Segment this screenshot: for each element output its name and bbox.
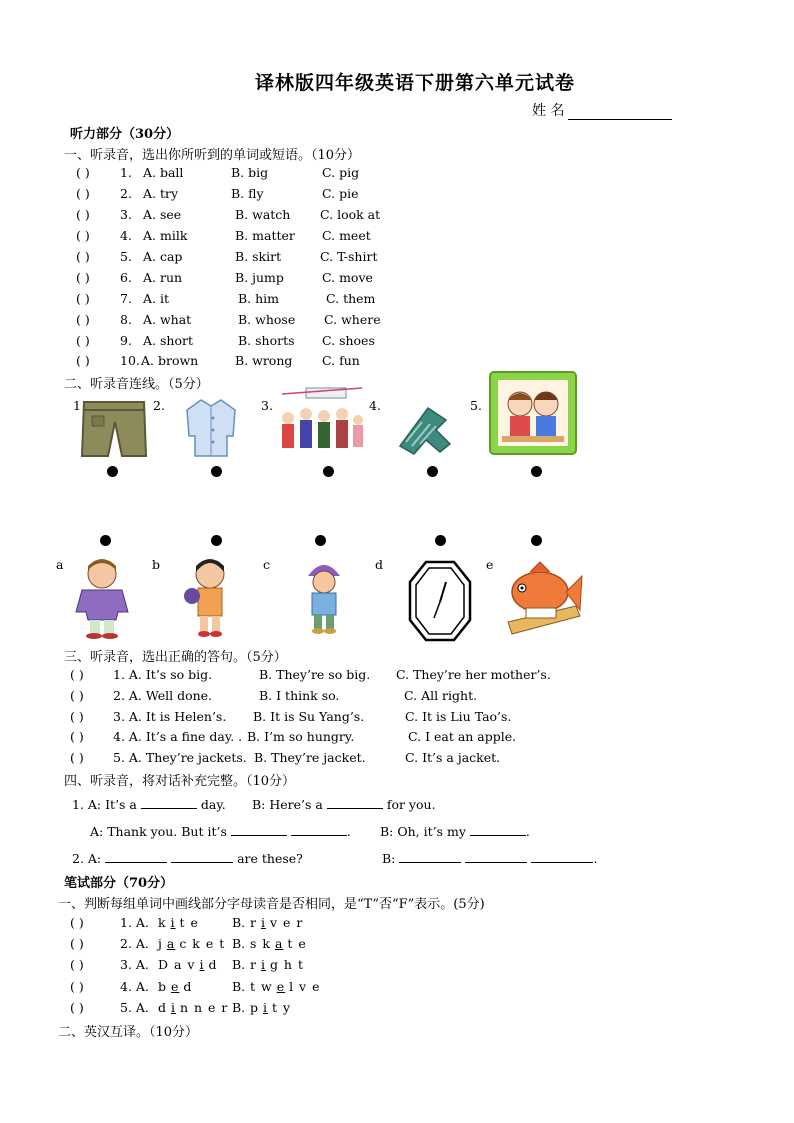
bottom-label-b: b	[152, 557, 161, 572]
underlined-letter: i	[263, 1000, 268, 1015]
option-a[interactable]: A. brown	[141, 353, 199, 368]
match-dot-top-2[interactable]	[211, 466, 222, 477]
answer-paren[interactable]: ( )	[76, 291, 90, 306]
option-b-label: B.	[232, 936, 246, 951]
option-c[interactable]: C. It is Liu Tao’s.	[405, 709, 512, 724]
choice-row-8	[76, 312, 406, 328]
answer-paren[interactable]: ( )	[70, 667, 84, 682]
option-b[interactable]: B. whose	[238, 312, 296, 327]
answer-paren[interactable]: ( )	[70, 1000, 84, 1015]
answer-paren[interactable]: ( )	[76, 312, 90, 327]
match-dot-bottom-e[interactable]	[531, 535, 542, 546]
word-a	[158, 957, 217, 972]
underlined-letter: a	[166, 936, 176, 951]
word-b	[250, 979, 320, 994]
question-number: 1.	[120, 165, 132, 180]
word-a	[158, 936, 225, 951]
dialogue-line-3b: B: .	[382, 851, 598, 866]
word-letters: t e	[179, 915, 199, 930]
top-label-1: 1	[73, 398, 81, 413]
phonics-row-5	[70, 1000, 330, 1016]
blank[interactable]	[105, 850, 167, 863]
option-b[interactable]: B. him	[238, 291, 280, 306]
option-b[interactable]: B. It is Su Yang’s.	[253, 709, 365, 724]
option-c[interactable]: C. T-shirt	[320, 249, 378, 264]
option-b[interactable]: B. skirt	[235, 249, 282, 264]
blank[interactable]	[399, 850, 461, 863]
answer-paren[interactable]: ( )	[76, 165, 90, 180]
dialogue-line-2a: A: Thank you. But it’s .	[90, 824, 351, 839]
answer-paren[interactable]: ( )	[70, 750, 84, 765]
option-a[interactable]: A. milk	[143, 228, 188, 243]
dialogue-line-1a: 1. A: It’s a day.	[72, 797, 226, 812]
man-picture	[66, 556, 138, 640]
word-a	[158, 979, 192, 994]
answer-paren[interactable]: ( )	[70, 979, 84, 994]
question-number: 10.	[120, 353, 140, 368]
option-a[interactable]: A. try	[143, 186, 179, 201]
blank[interactable]	[327, 796, 383, 809]
option-a[interactable]: 2. A. Well done.	[113, 688, 213, 703]
question-number: 2.	[120, 186, 132, 201]
option-a[interactable]: A. run	[143, 270, 183, 285]
choice-row-6	[76, 270, 406, 286]
answer-row-4	[70, 729, 550, 745]
option-b[interactable]: B. fly	[231, 186, 264, 201]
word-b	[250, 936, 307, 951]
clock-picture	[408, 560, 472, 642]
option-a[interactable]: A. cap	[143, 249, 183, 264]
option-c[interactable]: C. They’re her mother’s.	[396, 667, 551, 682]
option-a[interactable]: 4. A. It’s a fine day. .	[113, 729, 243, 744]
underlined-letter: i	[170, 915, 176, 930]
answer-paren[interactable]: ( )	[76, 186, 90, 201]
option-b[interactable]: B. wrong	[235, 353, 293, 368]
option-a[interactable]: 3. A. It is Helen’s.	[113, 709, 227, 724]
sweater-picture	[392, 400, 454, 456]
match-dot-top-1[interactable]	[107, 466, 118, 477]
option-c[interactable]: C. move	[322, 270, 373, 285]
question-number: 4.	[120, 228, 132, 243]
word-b	[250, 957, 304, 972]
word-letters: n n e r	[179, 1000, 229, 1015]
word-letters: t y	[271, 1000, 292, 1015]
crying-girl-picture	[178, 554, 240, 638]
answer-paren[interactable]: ( )	[70, 709, 84, 724]
question-number: 1. A.	[120, 915, 149, 930]
fish-picture	[500, 558, 584, 638]
phonics-row-1	[70, 915, 330, 931]
bottom-label-c: c	[263, 557, 271, 572]
option-b[interactable]: B. big	[231, 165, 269, 180]
word-letters: d	[158, 1000, 168, 1015]
dialogue-line-2b: B: Oh, it’s my .	[380, 824, 530, 839]
word-a	[158, 915, 199, 930]
option-c[interactable]: C. pie	[322, 186, 359, 201]
name-field[interactable]	[532, 100, 672, 120]
listening-part3-heading: 三、听录音，选出正确的答句。（5分）	[64, 650, 287, 665]
word-letters: D a v	[158, 957, 196, 972]
question-number: 5.	[120, 249, 132, 264]
blank[interactable]	[531, 850, 593, 863]
word-letters: c k e t	[179, 936, 226, 951]
phonics-row-3	[70, 957, 330, 973]
match-dot-bottom-d[interactable]	[435, 535, 446, 546]
answer-paren[interactable]: ( )	[76, 228, 90, 243]
word-a	[158, 1000, 228, 1015]
answer-row-3	[70, 709, 550, 725]
answer-row-2	[70, 688, 550, 704]
word-letters: b	[158, 979, 168, 994]
question-number: 2. A.	[120, 936, 149, 951]
written-heading: 笔试部分（70分）	[64, 876, 174, 891]
answer-paren[interactable]: ( )	[70, 688, 84, 703]
answer-paren[interactable]: ( )	[70, 915, 84, 930]
answer-paren[interactable]: ( )	[76, 249, 90, 264]
option-b-label: B.	[232, 1000, 246, 1015]
option-a[interactable]: A. ball	[143, 165, 184, 180]
word-letters: v e r	[269, 915, 304, 930]
word-letters: g h t	[269, 957, 304, 972]
blank[interactable]	[231, 823, 287, 836]
question-number: 3. A.	[120, 957, 149, 972]
option-b[interactable]: B. watch	[235, 207, 291, 222]
option-c[interactable]: C. them	[326, 291, 376, 306]
top-label-3: 3.	[261, 398, 273, 413]
answer-paren[interactable]: ( )	[76, 207, 90, 222]
bottom-label-a: a	[56, 557, 64, 572]
underlined-letter: i	[260, 915, 266, 930]
question-number: 8.	[120, 312, 132, 327]
answer-paren[interactable]: ( )	[76, 353, 90, 368]
option-b[interactable]: B. shorts	[238, 333, 295, 348]
question-number: 3.	[120, 207, 132, 222]
option-c[interactable]: C. pig	[322, 165, 360, 180]
blank[interactable]	[291, 823, 347, 836]
answer-paren[interactable]: ( )	[76, 270, 90, 285]
listening-part2-heading: 二、听录音连线。（5分）	[64, 377, 209, 392]
written-part2-heading: 二、英汉互译。（10分）	[58, 1025, 199, 1040]
word-letters: s k	[250, 936, 271, 951]
word-b	[250, 915, 303, 930]
choice-row-9	[76, 333, 406, 349]
underlined-letter: e	[276, 979, 286, 994]
dialogue-line-1b: B: Here’s a for you.	[252, 797, 436, 812]
option-a[interactable]: 1. A. It’s so big.	[113, 667, 213, 682]
match-dot-bottom-b[interactable]	[211, 535, 222, 546]
name-blank[interactable]	[568, 105, 672, 120]
bottom-label-e: e	[486, 557, 494, 572]
question-number: 6.	[120, 270, 132, 285]
option-c[interactable]: C. fun	[322, 353, 360, 368]
shorts-picture	[78, 398, 150, 460]
listening-part1-heading: 一、听录音，选出你所听到的单词或短语。（10分）	[64, 148, 361, 163]
match-dot-top-5[interactable]	[531, 466, 542, 477]
option-b[interactable]: B. jump	[235, 270, 284, 285]
blank[interactable]	[470, 823, 526, 836]
word-letters: p	[250, 1000, 260, 1015]
match-dot-bottom-c[interactable]	[315, 535, 326, 546]
match-dot-top-4[interactable]	[427, 466, 438, 477]
option-b[interactable]: B. I’m so hungry.	[247, 729, 355, 744]
word-letters: d	[208, 957, 218, 972]
underlined-letter: a	[274, 936, 284, 951]
choice-row-5	[76, 249, 406, 265]
option-a[interactable]: A. it	[143, 291, 169, 306]
choice-row-10	[76, 353, 406, 369]
listening-part4-heading: 四、听录音，将对话补充完整。（10分）	[64, 774, 296, 789]
top-label-4: 4.	[369, 398, 381, 413]
top-label-5: 5.	[470, 398, 482, 413]
match-dot-bottom-a[interactable]	[100, 535, 111, 546]
question-number: 4. A.	[120, 979, 149, 994]
choice-row-7	[76, 291, 406, 307]
underlined-letter: i	[199, 957, 205, 972]
phonics-row-2	[70, 936, 330, 952]
option-b-label: B.	[232, 979, 246, 994]
answer-paren[interactable]: ( )	[70, 729, 84, 744]
answer-paren[interactable]: ( )	[70, 957, 84, 972]
answer-row-5	[70, 750, 550, 766]
option-c[interactable]: C. It’s a jacket.	[405, 750, 501, 765]
word-letters: t e	[287, 936, 307, 951]
blank[interactable]	[171, 850, 233, 863]
word-b	[250, 1000, 291, 1015]
name-label: 姓 名	[532, 103, 565, 119]
match-dot-top-3[interactable]	[323, 466, 334, 477]
option-a[interactable]: A. see	[143, 207, 182, 222]
word-letters: l v e	[289, 979, 321, 994]
question-number: 5. A.	[120, 1000, 149, 1015]
word-letters: t w	[250, 979, 273, 994]
option-b[interactable]: B. They’re jacket.	[254, 750, 366, 765]
option-c[interactable]: C. look at	[320, 207, 381, 222]
word-letters: j	[158, 936, 163, 951]
option-c[interactable]: C. All right.	[404, 688, 478, 703]
word-letters: k	[158, 915, 167, 930]
listening-heading: 听力部分（30分）	[70, 127, 180, 142]
blank[interactable]	[141, 796, 197, 809]
bottom-label-d: d	[375, 557, 384, 572]
option-a[interactable]: 5. A. They’re jackets.	[113, 750, 247, 765]
word-letters: r	[250, 957, 257, 972]
question-number: 7.	[120, 291, 132, 306]
answer-row-1	[70, 667, 550, 683]
girl-hat-picture	[298, 556, 350, 636]
option-a[interactable]: A. short	[143, 333, 193, 348]
option-a[interactable]: A. what	[143, 312, 192, 327]
choice-row-1	[76, 165, 406, 181]
underlined-letter: i	[260, 957, 266, 972]
top-label-2: 2.	[153, 398, 165, 413]
page-title: 译林版四年级英语下册第六单元试卷	[255, 72, 576, 94]
phonics-row-4	[70, 979, 330, 995]
underlined-letter: i	[171, 1000, 176, 1015]
question-number: 9.	[120, 333, 132, 348]
choice-row-2	[76, 186, 406, 202]
shirt-picture	[183, 396, 239, 460]
option-b-label: B.	[232, 957, 246, 972]
word-letters: r	[250, 915, 257, 930]
option-c[interactable]: C. shoes	[322, 333, 375, 348]
choice-row-3	[76, 207, 406, 223]
blank[interactable]	[465, 850, 527, 863]
answer-paren[interactable]: ( )	[70, 936, 84, 951]
choice-row-4	[76, 228, 406, 244]
party-people-picture	[278, 384, 364, 456]
option-b-label: B.	[232, 915, 246, 930]
option-c[interactable]: C. I eat an apple.	[408, 729, 517, 744]
option-b[interactable]: B. I think so.	[259, 688, 340, 703]
option-b[interactable]: B. matter	[235, 228, 295, 243]
option-b[interactable]: B. They’re so big.	[259, 667, 371, 682]
dialogue-line-3a: 2. A: are these?	[72, 851, 303, 866]
written-part1-heading: 一、判断每组单词中画线部分字母读音是否相同，是“T”否“F”表示。(5分)	[58, 897, 485, 912]
word-letters: d	[183, 979, 193, 994]
underlined-letter: e	[171, 979, 180, 994]
option-c[interactable]: C. where	[324, 312, 381, 327]
option-c[interactable]: C. meet	[322, 228, 371, 243]
answer-paren[interactable]: ( )	[76, 333, 90, 348]
children-picture	[488, 370, 578, 456]
